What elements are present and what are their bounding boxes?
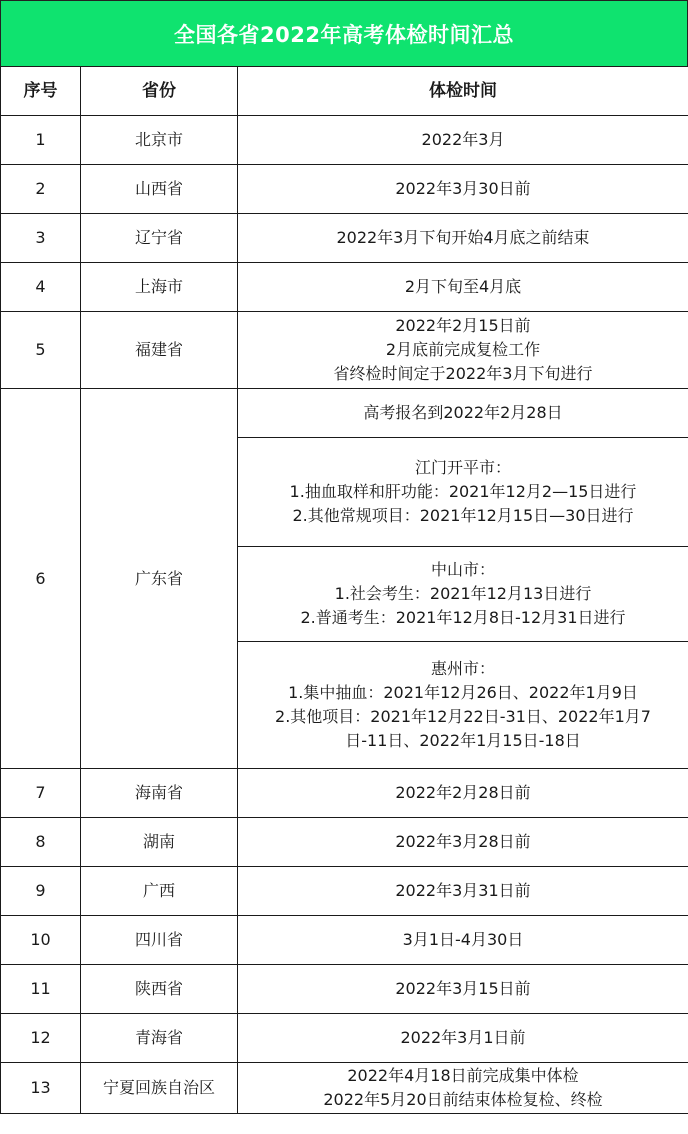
cell-index: 8 (1, 818, 81, 867)
cell-time (238, 916, 688, 965)
cell-province: 广西 (81, 867, 238, 916)
table-row (1, 312, 688, 389)
cell-province: 福建省 (81, 312, 238, 389)
time-line: 2022年2月28日前 (395, 783, 531, 802)
time-line: 2月底前完成复检工作 (385, 340, 541, 359)
cell-time (238, 312, 688, 389)
time-line: 省终检时间定于2022年3月下旬进行 (333, 364, 593, 383)
cell-province: 青海省 (81, 1014, 238, 1063)
time-line: 1.抽血取样和肝功能：2021年12月2—15日进行 (289, 482, 637, 501)
cell-index: 11 (1, 965, 81, 1014)
table-row (1, 165, 688, 214)
table-row (1, 769, 688, 818)
cell-index: 5 (1, 312, 81, 389)
cell-time (238, 867, 688, 916)
time-line: 2.普通考生：2021年12月8日-12月31日进行 (300, 608, 626, 627)
cell-index: 7 (1, 769, 81, 818)
table-row (1, 1014, 688, 1063)
cell-index: 1 (1, 116, 81, 165)
table-row (1, 116, 688, 165)
time-line: 2022年3月31日前 (395, 881, 531, 900)
time-line: 日-11日、2022年1月15日-18日 (345, 731, 581, 750)
time-line: 江门开平市： (414, 458, 511, 477)
cell-province: 山西省 (81, 165, 238, 214)
header-row (1, 67, 688, 116)
table-row (1, 263, 688, 312)
header-index: 序号 (1, 67, 81, 116)
cell-time (238, 389, 688, 438)
table-row (1, 1063, 688, 1114)
table-row (1, 389, 688, 438)
time-line: 3月1日-4月30日 (402, 930, 524, 949)
time-line: 1.集中抽血：2021年12月26日、2022年1月9日 (288, 683, 638, 702)
exam-schedule-table (0, 66, 688, 1114)
time-line: 2022年4月18日前完成集中体检 (347, 1066, 579, 1085)
cell-province: 北京市 (81, 116, 238, 165)
time-line: 惠州市： (430, 659, 495, 678)
cell-time (238, 769, 688, 818)
cell-province: 上海市 (81, 263, 238, 312)
cell-province: 湖南 (81, 818, 238, 867)
time-line: 1.社会考生：2021年12月13日进行 (334, 584, 592, 603)
cell-province: 宁夏回族自治区 (81, 1063, 238, 1114)
cell-time (238, 642, 688, 769)
cell-province: 陕西省 (81, 965, 238, 1014)
time-line: 2.其他常规项目：2021年12月15日—30日进行 (292, 506, 634, 525)
header-province: 省份 (81, 67, 238, 116)
cell-index: 13 (1, 1063, 81, 1114)
time-line: 2022年5月20日前结束体检复检、终检 (323, 1090, 603, 1109)
time-line: 高考报名到2022年2月28日 (363, 403, 563, 422)
table-title: 全国各省2022年高考体检时间汇总 (0, 0, 688, 66)
time-line: 2022年3月下旬开始4月底之前结束 (336, 228, 590, 247)
time-line: 2.其他项目：2021年12月22日-31日、2022年1月7 (275, 707, 651, 726)
time-line: 2022年3月1日前 (400, 1028, 526, 1047)
cell-index: 10 (1, 916, 81, 965)
time-line: 2022年3月30日前 (395, 179, 531, 198)
cell-province: 广东省 (81, 389, 238, 769)
cell-province: 四川省 (81, 916, 238, 965)
table-body (1, 116, 688, 1114)
cell-time (238, 214, 688, 263)
time-line: 2月下旬至4月底 (404, 277, 522, 296)
cell-index: 6 (1, 389, 81, 769)
time-line: 中山市： (430, 560, 495, 579)
cell-time (238, 263, 688, 312)
cell-time (238, 1063, 688, 1114)
cell-index: 3 (1, 214, 81, 263)
header-time: 体检时间 (238, 67, 688, 116)
table-row (1, 965, 688, 1014)
cell-time (238, 547, 688, 642)
cell-time (238, 438, 688, 547)
cell-time (238, 116, 688, 165)
time-line: 2022年2月15日前 (395, 316, 531, 335)
cell-index: 2 (1, 165, 81, 214)
cell-province: 海南省 (81, 769, 238, 818)
cell-index: 9 (1, 867, 81, 916)
cell-time (238, 965, 688, 1014)
cell-time (238, 818, 688, 867)
cell-index: 12 (1, 1014, 81, 1063)
cell-time (238, 165, 688, 214)
cell-province: 辽宁省 (81, 214, 238, 263)
time-line: 2022年3月28日前 (395, 832, 531, 851)
table-row (1, 818, 688, 867)
cell-index: 4 (1, 263, 81, 312)
cell-time (238, 1014, 688, 1063)
time-line: 2022年3月 (421, 130, 505, 149)
table-row (1, 214, 688, 263)
table-row (1, 916, 688, 965)
table-row (1, 867, 688, 916)
time-line: 2022年3月15日前 (395, 979, 531, 998)
